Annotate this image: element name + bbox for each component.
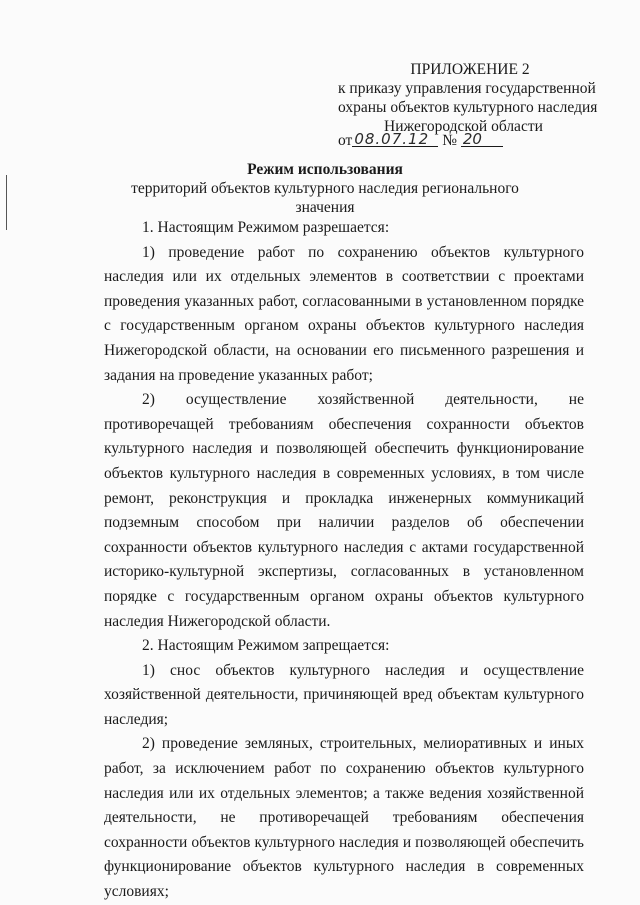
paragraph-1-2: 2) осуществление хозяйственной деятельности, не противоречащей требованиям обеспечения сохранности объектов культурного наследия и позволяющей обеспечить функционирование объектов культурного наследия в современных условиях, в том числе ремонт, реконструкция и прокладка инженерных коммуникаций подземным способом при наличии разделов об обеспечении сохранности объектов культурного наследия с актами государственной историко-культурной экспертизы, согласованных в установленном порядке с государственным органом охраны объектов культурного наследия Нижегородской области. bbox=[104, 391, 584, 630]
order-date-number bbox=[338, 131, 503, 150]
paragraph-2-2: 2) проведение земляных, строительных, мелиоративных и иных работ, за исключением работ по сохранению объектов культурного наследия или их отдельных элементов; а также ведения хозяйственной деятельности, не противоречащей требованиям обеспечения сохранности объектов культурного наследия и позволяющей обеспечить функционирование объектов культурного наследия в современных условиях; bbox=[104, 735, 584, 901]
number-prefix: № bbox=[442, 132, 457, 149]
appendix-line-2: охраны объектов культурного наследия bbox=[338, 99, 598, 116]
scan-edge-mark bbox=[6, 175, 7, 230]
date-prefix: от bbox=[338, 132, 353, 149]
paragraph-section-2: 2. Настоящим Режимом запрещается: bbox=[142, 637, 390, 655]
paragraph-1-1: 1) проведение работ по сохранению объектов культурного наследия или их отдельных элементов в соответствии с проектами проведения указанных работ, согласованными в установленном порядке с государственным органом охраны объектов культурного наследия Нижегородской области, на основании его письменного разрешения и задания на проведение указанных работ; bbox=[104, 243, 584, 384]
appendix-header bbox=[338, 60, 598, 136]
title-subtitle: территорий объектов культурного наследия регионального значения bbox=[131, 180, 519, 216]
handwritten-number: 20 bbox=[461, 132, 503, 147]
document-title bbox=[100, 160, 550, 217]
appendix-line-1: к приказу управления государственной bbox=[338, 80, 596, 97]
handwritten-date: 08.07.12 bbox=[352, 132, 438, 147]
paragraph-section-1: 1. Настоящим Режимом разрешается: bbox=[142, 219, 390, 236]
paragraph-2-1: 1) снос объектов культурного наследия и осуществление хозяйственной деятельности, причиняющей вред объектам культурного наследия; bbox=[104, 661, 584, 728]
appendix-line-3: Нижегородской области bbox=[384, 118, 543, 135]
title-bold: Режим использования bbox=[247, 161, 403, 178]
document-body bbox=[104, 216, 584, 905]
appendix-title: ПРИЛОЖЕНИЕ 2 bbox=[410, 61, 530, 78]
